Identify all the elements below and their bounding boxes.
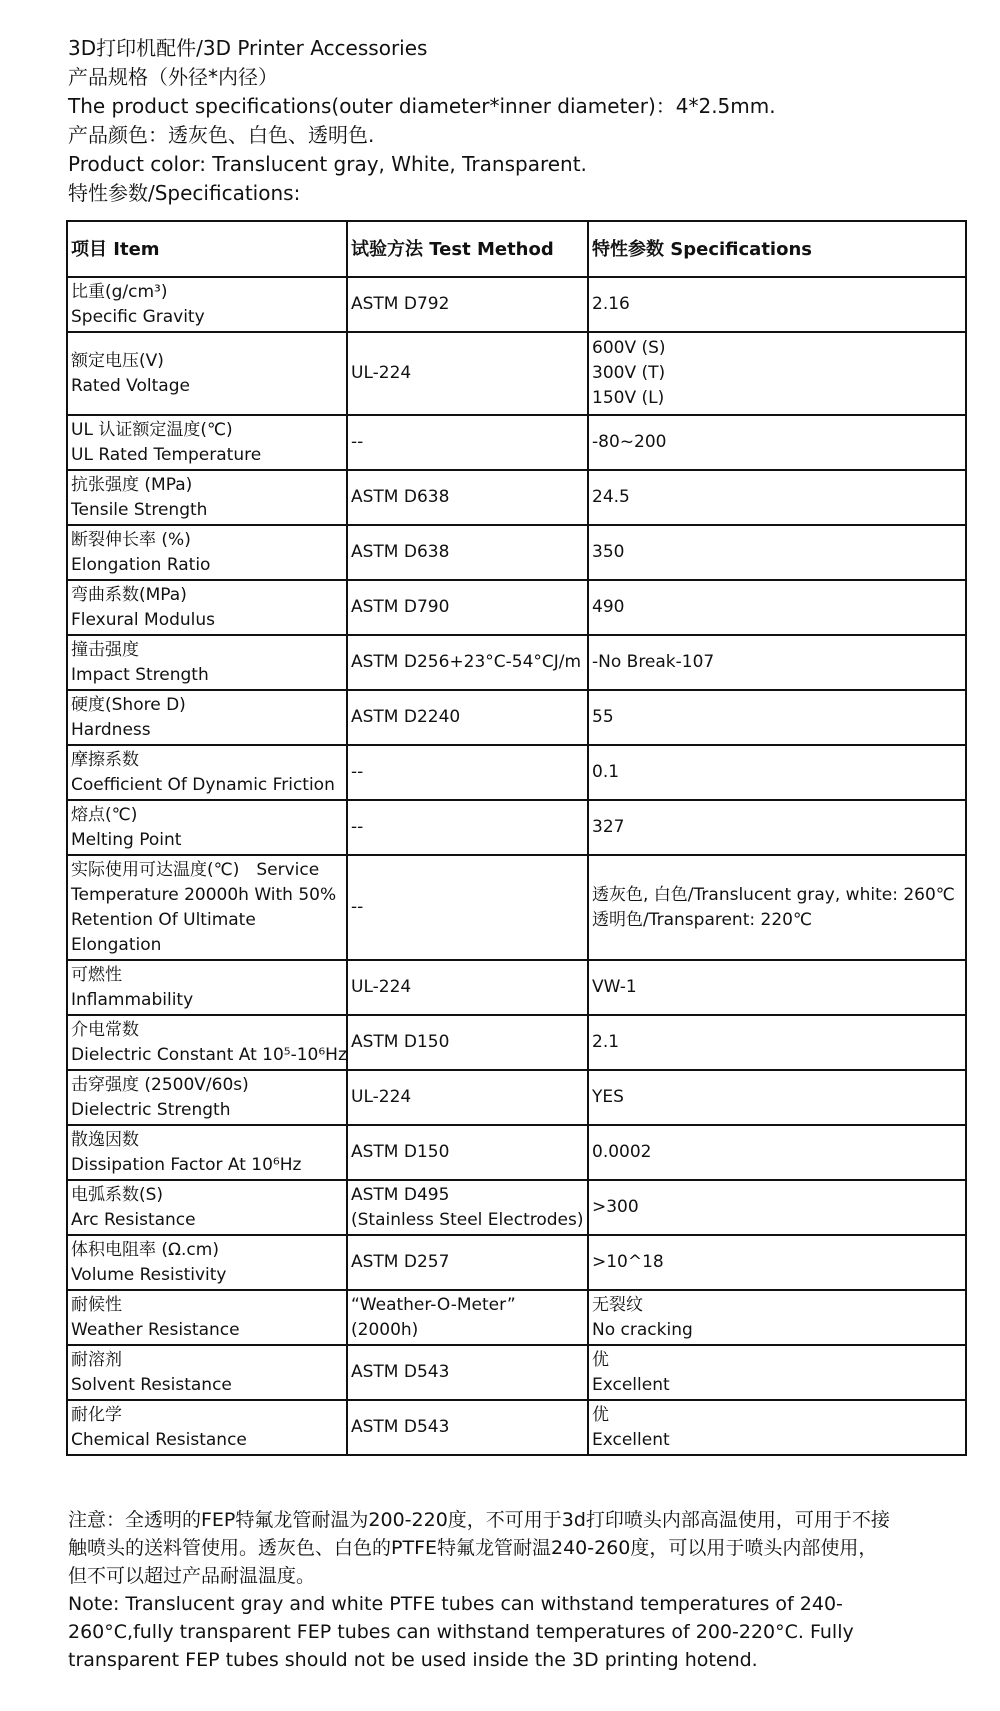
specifications-table: [66, 220, 967, 1456]
cell-text: ASTM D543: [351, 1362, 450, 1382]
cell-item: [67, 1180, 347, 1235]
cell-specification: [588, 1015, 966, 1070]
cell-test-method: [347, 1400, 588, 1455]
cell-text: Tensile Strength: [71, 499, 208, 520]
table-row: [67, 1070, 966, 1125]
cell-test-method: [347, 1235, 588, 1290]
cell-text: 无裂纹: [592, 1294, 643, 1315]
cell-item: [67, 332, 347, 415]
cell-text: Coefficient Of Dynamic Friction: [71, 774, 335, 795]
cell-text: 透明色/Transparent: 220℃: [592, 909, 813, 930]
cell-specification: [588, 525, 966, 580]
header-line: 特性参数/Specifications:: [68, 181, 301, 205]
cell-text: 300V (T): [592, 363, 666, 383]
table-row: [67, 580, 966, 635]
header-line: 产品颜色：透灰色、白色、透明色.: [68, 123, 375, 147]
cell-text: 耐化学: [71, 1404, 122, 1425]
cell-text: 硬度(Shore D): [71, 694, 186, 715]
cell-item: [67, 415, 347, 470]
cell-text: ASTM D638: [351, 487, 450, 507]
header-line: The product specifications(outer diameter*inner diameter)：4*2.5mm.: [68, 94, 776, 118]
cell-item: [67, 1290, 347, 1345]
cell-text: 撞击强度: [71, 639, 139, 660]
note-line: transparent FEP tubes should not be used inside the 3D printing hotend.: [68, 1649, 758, 1671]
cell-text: 弯曲系数(MPa): [71, 584, 187, 605]
cell-text: Dielectric Constant At 10⁵-10⁶Hz: [71, 1044, 347, 1065]
cell-item: [67, 1345, 347, 1400]
cell-text: ASTM D257: [351, 1252, 450, 1272]
cell-specification: [588, 332, 966, 415]
cell-text: No cracking: [592, 1319, 693, 1340]
cell-text: 电弧系数(S): [71, 1184, 164, 1205]
cell-specification: [588, 470, 966, 525]
cell-text: VW-1: [592, 977, 637, 997]
table-row: [67, 1400, 966, 1455]
cell-test-method: [347, 1070, 588, 1125]
table-row: [67, 1125, 966, 1180]
table-row: [67, 1015, 966, 1070]
cell-text: 可燃性: [71, 964, 122, 985]
cell-text: Retention Of Ultimate: [71, 909, 256, 930]
table-row: [67, 635, 966, 690]
cell-text: 优: [592, 1349, 609, 1370]
cell-text: Weather Resistance: [71, 1319, 240, 1340]
cell-test-method: [347, 332, 588, 415]
note-line: 触喷头的送料管使用。透灰色、白色的PTFE特氟龙管耐温240-260度，可以用于喷头内部使用，: [68, 1537, 878, 1559]
cell-test-method: [347, 855, 588, 960]
cell-text: 断裂伸长率 (%): [71, 529, 191, 550]
cell-item: [67, 1125, 347, 1180]
cell-text: 490: [592, 597, 625, 617]
cell-text: >300: [592, 1197, 639, 1217]
cell-text: 55: [592, 707, 614, 727]
cell-item: [67, 800, 347, 855]
cell-item: [67, 690, 347, 745]
cell-specification: [588, 580, 966, 635]
cell-test-method: [347, 800, 588, 855]
table-row: [67, 1290, 966, 1345]
cell-text: Dissipation Factor At 10⁶Hz: [71, 1154, 302, 1175]
cell-specification: [588, 277, 966, 332]
column-header-specifications: 特性参数 Specifications: [588, 221, 966, 277]
header-line: 产品规格（外径*内径）: [68, 65, 278, 89]
cell-item: [67, 635, 347, 690]
column-header-test-method: 试验方法 Test Method: [347, 221, 588, 277]
cell-text: --: [351, 817, 364, 837]
cell-test-method: [347, 745, 588, 800]
header-block: [68, 34, 968, 208]
cell-text: Elongation: [71, 934, 162, 955]
table-row: [67, 525, 966, 580]
cell-text: ASTM D150: [351, 1142, 450, 1162]
cell-test-method: [347, 690, 588, 745]
cell-test-method: [347, 1345, 588, 1400]
cell-text: ASTM D150: [351, 1032, 450, 1052]
column-header-item: 项目 Item: [67, 221, 347, 277]
cell-text: ASTM D792: [351, 294, 450, 314]
cell-text: 透灰色, 白色/Translucent gray, white: 260℃: [592, 884, 955, 905]
cell-text: UL-224: [351, 1087, 412, 1107]
cell-text: 2.16: [592, 294, 630, 314]
cell-specification: [588, 415, 966, 470]
notes-block: [68, 1506, 968, 1674]
table-row: [67, 415, 966, 470]
cell-test-method: [347, 525, 588, 580]
cell-text: -80~200: [592, 432, 667, 452]
cell-text: Flexural Modulus: [71, 609, 216, 630]
table-row: [67, 1180, 966, 1235]
cell-text: 耐候性: [71, 1294, 122, 1315]
cell-text: “Weather-O-Meter”: [351, 1294, 516, 1315]
cell-text: 350: [592, 542, 625, 562]
cell-item: [67, 277, 347, 332]
cell-text: --: [351, 762, 364, 782]
cell-text: 327: [592, 817, 625, 837]
cell-item: [67, 1400, 347, 1455]
cell-text: Impact Strength: [71, 664, 209, 685]
cell-text: 0.0002: [592, 1142, 652, 1162]
cell-text: 耐溶剂: [71, 1349, 122, 1370]
cell-item: [67, 525, 347, 580]
cell-text: Excellent: [592, 1374, 670, 1395]
cell-text: ASTM D790: [351, 597, 450, 617]
cell-text: 击穿强度 (2500V/60s): [71, 1074, 249, 1095]
cell-text: (Stainless Steel Electrodes): [351, 1209, 584, 1230]
cell-specification: [588, 690, 966, 745]
table-row: [67, 855, 966, 960]
cell-text: Specific Gravity: [71, 306, 205, 327]
cell-text: --: [351, 432, 364, 452]
cell-text: -No Break-107: [592, 652, 715, 672]
cell-specification: [588, 1235, 966, 1290]
table-row: [67, 800, 966, 855]
table-row: [67, 1345, 966, 1400]
cell-text: ASTM D638: [351, 542, 450, 562]
cell-text: >10^18: [592, 1252, 664, 1272]
cell-specification: [588, 745, 966, 800]
cell-test-method: [347, 470, 588, 525]
cell-specification: [588, 855, 966, 960]
cell-text: 散逸因数: [71, 1129, 139, 1150]
cell-text: 24.5: [592, 487, 630, 507]
cell-text: 介电常数: [71, 1019, 139, 1040]
cell-text: Solvent Resistance: [71, 1374, 232, 1395]
cell-text: ASTM D543: [351, 1417, 450, 1437]
cell-text: Chemical Resistance: [71, 1429, 247, 1450]
cell-text: 摩擦系数: [71, 749, 139, 770]
header-line: 3D打印机配件/3D Printer Accessories: [68, 36, 428, 60]
cell-text: 优: [592, 1404, 609, 1425]
cell-text: UL-224: [351, 363, 412, 383]
cell-test-method: [347, 1015, 588, 1070]
table-row: [67, 690, 966, 745]
cell-text: 熔点(℃): [71, 804, 138, 825]
cell-item: [67, 960, 347, 1015]
cell-item: [67, 1070, 347, 1125]
cell-test-method: [347, 580, 588, 635]
cell-specification: [588, 1400, 966, 1455]
cell-text: 2.1: [592, 1032, 620, 1052]
cell-text: Temperature 20000h With 50%: [71, 884, 337, 905]
cell-test-method: [347, 960, 588, 1015]
cell-specification: [588, 1180, 966, 1235]
cell-text: UL-224: [351, 977, 412, 997]
table-row: [67, 277, 966, 332]
table-row: [67, 745, 966, 800]
cell-text: YES: [592, 1087, 624, 1107]
table-row: [67, 1235, 966, 1290]
cell-text: Excellent: [592, 1429, 670, 1450]
note-english: [68, 1590, 968, 1674]
cell-specification: [588, 800, 966, 855]
cell-text: Volume Resistivity: [71, 1264, 227, 1285]
cell-test-method: [347, 1180, 588, 1235]
cell-text: Rated Voltage: [71, 375, 190, 396]
table-row: [67, 470, 966, 525]
cell-text: 600V (S): [592, 338, 666, 358]
cell-item: [67, 1015, 347, 1070]
cell-text: 抗张强度 (MPa): [71, 474, 193, 495]
cell-test-method: [347, 1290, 588, 1345]
cell-text: UL 认证额定温度(℃): [71, 419, 233, 440]
cell-text: ASTM D256+23°C-54°CJ/m: [351, 652, 582, 672]
table-row: [67, 332, 966, 415]
cell-text: Elongation Ratio: [71, 554, 211, 575]
cell-item: [67, 745, 347, 800]
cell-text: 额定电压(V): [71, 350, 164, 371]
cell-specification: [588, 1290, 966, 1345]
cell-text: 实际使用可达温度(℃) Service: [71, 859, 320, 880]
table-body: [67, 277, 966, 1455]
cell-text: Dielectric Strength: [71, 1099, 231, 1120]
cell-text: 体积电阻率 (Ω.cm): [71, 1239, 219, 1260]
cell-specification: [588, 1345, 966, 1400]
cell-specification: [588, 635, 966, 690]
cell-item: [67, 580, 347, 635]
cell-text: Inflammability: [71, 989, 194, 1010]
cell-text: Arc Resistance: [71, 1209, 196, 1230]
note-chinese: [68, 1506, 968, 1590]
cell-text: ASTM D495: [351, 1184, 450, 1205]
note-line: 但不可以超过产品耐温温度。: [68, 1565, 316, 1587]
cell-specification: [588, 1125, 966, 1180]
table-header-row: [67, 221, 966, 277]
cell-text: (2000h): [351, 1319, 419, 1340]
note-line: 注意：全透明的FEP特氟龙管耐温为200-220度，不可用于3d打印喷头内部高温使用，可用于不接: [68, 1509, 890, 1531]
note-line: Note: Translucent gray and white PTFE tubes can withstand temperatures of 240-: [68, 1593, 843, 1615]
cell-test-method: [347, 415, 588, 470]
cell-text: Hardness: [71, 719, 151, 740]
cell-item: [67, 855, 347, 960]
cell-text: --: [351, 897, 364, 917]
cell-text: ASTM D2240: [351, 707, 461, 727]
cell-test-method: [347, 277, 588, 332]
cell-test-method: [347, 635, 588, 690]
table-row: [67, 960, 966, 1015]
cell-text: UL Rated Temperature: [71, 444, 262, 465]
cell-text: 比重(g/cm³): [71, 281, 168, 302]
cell-item: [67, 470, 347, 525]
cell-specification: [588, 960, 966, 1015]
cell-item: [67, 1235, 347, 1290]
cell-text: 150V (L): [592, 388, 665, 408]
cell-text: 0.1: [592, 762, 620, 782]
cell-test-method: [347, 1125, 588, 1180]
cell-specification: [588, 1070, 966, 1125]
cell-text: Melting Point: [71, 829, 182, 850]
header-line: Product color: Translucent gray, White, Transparent.: [68, 152, 587, 176]
note-line: 260°C,fully transparent FEP tubes can withstand temperatures of 200-220°C. Fully: [68, 1621, 854, 1643]
